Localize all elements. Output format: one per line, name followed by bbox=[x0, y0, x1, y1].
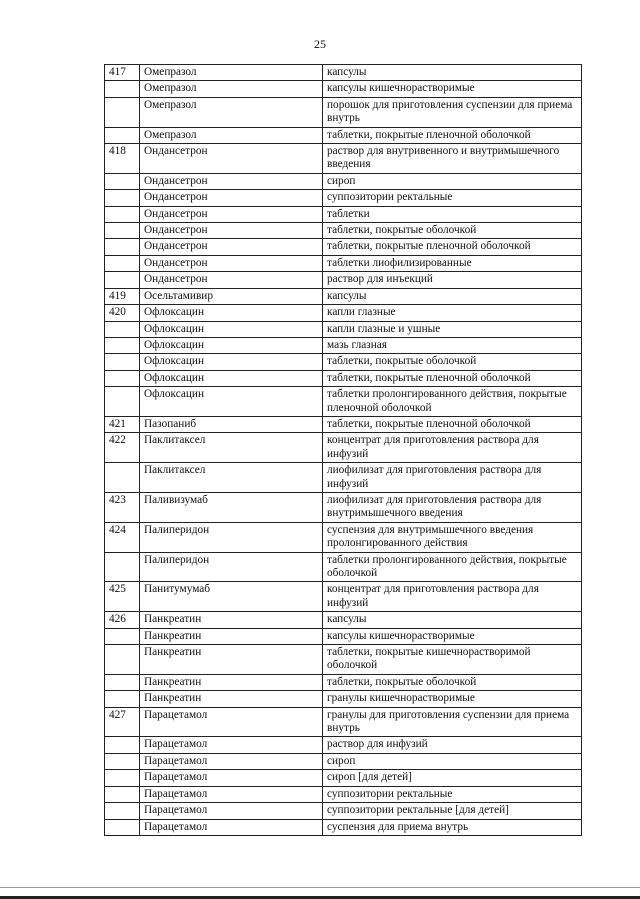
table-row bbox=[105, 370, 582, 386]
drug-name-cell: Панитумумаб bbox=[140, 582, 323, 612]
row-number-cell bbox=[105, 753, 140, 769]
dosage-form-cell: таблетки пролонгированного действия, покрытые оболочкой bbox=[323, 552, 582, 582]
table-row bbox=[105, 803, 582, 819]
row-number-cell: 422 bbox=[105, 433, 140, 463]
drug-name-cell: Офлоксацин bbox=[140, 354, 323, 370]
row-number-cell bbox=[105, 255, 140, 271]
row-number-cell: 426 bbox=[105, 612, 140, 628]
table-row bbox=[105, 628, 582, 644]
drug-name-cell: Ондансетрон bbox=[140, 239, 323, 255]
drug-name-cell: Осельтамивир bbox=[140, 288, 323, 304]
row-number-cell bbox=[105, 337, 140, 353]
table-row bbox=[105, 255, 582, 271]
row-number-cell: 425 bbox=[105, 582, 140, 612]
dosage-form-cell: таблетки, покрытые пленочной оболочкой bbox=[323, 370, 582, 386]
row-number-cell bbox=[105, 223, 140, 239]
dosage-form-cell: капсулы кишечнорастворимые bbox=[323, 628, 582, 644]
row-number-cell bbox=[105, 786, 140, 802]
table-row bbox=[105, 387, 582, 417]
row-number-cell bbox=[105, 803, 140, 819]
row-number-cell bbox=[105, 674, 140, 690]
dosage-form-cell: порошок для приготовления суспензии для приема внутрь bbox=[323, 97, 582, 127]
drug-name-cell: Офлоксацин bbox=[140, 370, 323, 386]
drug-name-cell: Парацетамол bbox=[140, 737, 323, 753]
row-number-cell: 417 bbox=[105, 65, 140, 81]
drug-name-cell: Офлоксацин bbox=[140, 337, 323, 353]
table-row bbox=[105, 305, 582, 321]
drug-table bbox=[104, 64, 582, 836]
drug-name-cell: Паклитаксел bbox=[140, 433, 323, 463]
drug-name-cell: Офлоксацин bbox=[140, 387, 323, 417]
row-number-cell: 423 bbox=[105, 492, 140, 522]
dosage-form-cell: таблетки лиофилизированные bbox=[323, 255, 582, 271]
drug-name-cell: Парацетамол bbox=[140, 770, 323, 786]
row-number-cell bbox=[105, 206, 140, 222]
drug-name-cell: Омепразол bbox=[140, 127, 323, 143]
dosage-form-cell: таблетки, покрытые пленочной оболочкой bbox=[323, 416, 582, 432]
table-row bbox=[105, 65, 582, 81]
row-number-cell bbox=[105, 321, 140, 337]
dosage-form-cell: капли глазные bbox=[323, 305, 582, 321]
table-row bbox=[105, 753, 582, 769]
dosage-form-cell: концентрат для приготовления раствора для инфузий bbox=[323, 433, 582, 463]
table-row bbox=[105, 81, 582, 97]
dosage-form-cell: таблетки, покрытые оболочкой bbox=[323, 674, 582, 690]
dosage-form-cell: суспензия для внутримышечного введения пролонгированного действия bbox=[323, 522, 582, 552]
row-number-cell bbox=[105, 387, 140, 417]
drug-name-cell: Парацетамол bbox=[140, 786, 323, 802]
table-row bbox=[105, 223, 582, 239]
drug-name-cell: Ондансетрон bbox=[140, 255, 323, 271]
drug-name-cell: Офлоксацин bbox=[140, 321, 323, 337]
table-row bbox=[105, 492, 582, 522]
table-row bbox=[105, 786, 582, 802]
row-number-cell bbox=[105, 691, 140, 707]
drug-name-cell: Офлоксацин bbox=[140, 305, 323, 321]
drug-name-cell: Ондансетрон bbox=[140, 272, 323, 288]
row-number-cell bbox=[105, 628, 140, 644]
page-number: 25 bbox=[314, 37, 326, 51]
row-number-cell: 419 bbox=[105, 288, 140, 304]
dosage-form-cell: сироп [для детей] bbox=[323, 770, 582, 786]
row-number-cell: 427 bbox=[105, 707, 140, 737]
dosage-form-cell: сироп bbox=[323, 753, 582, 769]
dosage-form-cell: таблетки, покрытые оболочкой bbox=[323, 354, 582, 370]
table-row bbox=[105, 433, 582, 463]
dosage-form-cell: суппозитории ректальные [для детей] bbox=[323, 803, 582, 819]
drug-name-cell: Парацетамол bbox=[140, 819, 323, 835]
row-number-cell bbox=[105, 173, 140, 189]
dosage-form-cell: гранулы кишечнорастворимые bbox=[323, 691, 582, 707]
dosage-form-cell: сироп bbox=[323, 173, 582, 189]
row-number-cell bbox=[105, 552, 140, 582]
drug-name-cell: Ондансетрон bbox=[140, 206, 323, 222]
table-row bbox=[105, 463, 582, 493]
dosage-form-cell: капсулы кишечнорастворимые bbox=[323, 81, 582, 97]
drug-name-cell: Ондансетрон bbox=[140, 173, 323, 189]
dosage-form-cell: раствор для инфузий bbox=[323, 737, 582, 753]
row-number-cell bbox=[105, 354, 140, 370]
drug-name-cell: Палиперидон bbox=[140, 522, 323, 552]
table-row bbox=[105, 416, 582, 432]
table-row bbox=[105, 691, 582, 707]
drug-name-cell: Ондансетрон bbox=[140, 190, 323, 206]
drug-name-cell: Пазопаниб bbox=[140, 416, 323, 432]
table-row bbox=[105, 206, 582, 222]
dosage-form-cell: таблетки bbox=[323, 206, 582, 222]
drug-name-cell: Омепразол bbox=[140, 65, 323, 81]
drug-name-cell: Парацетамол bbox=[140, 803, 323, 819]
table-row bbox=[105, 612, 582, 628]
drug-name-cell: Палиперидон bbox=[140, 552, 323, 582]
table-row bbox=[105, 337, 582, 353]
drug-name-cell: Панкреатин bbox=[140, 628, 323, 644]
dosage-form-cell: гранулы для приготовления суспензии для приема внутрь bbox=[323, 707, 582, 737]
dosage-form-cell: таблетки, покрытые пленочной оболочкой bbox=[323, 127, 582, 143]
drug-name-cell: Ондансетрон bbox=[140, 144, 323, 174]
dosage-form-cell: таблетки, покрытые кишечнорастворимой оболочкой bbox=[323, 645, 582, 675]
table-row bbox=[105, 127, 582, 143]
table-row bbox=[105, 522, 582, 552]
table-row bbox=[105, 288, 582, 304]
row-number-cell bbox=[105, 463, 140, 493]
drug-name-cell: Панкреатин bbox=[140, 645, 323, 675]
dosage-form-cell: лиофилизат для приготовления раствора для инфузий bbox=[323, 463, 582, 493]
table-row bbox=[105, 97, 582, 127]
table-row bbox=[105, 272, 582, 288]
drug-name-cell: Панкреатин bbox=[140, 612, 323, 628]
row-number-cell bbox=[105, 737, 140, 753]
row-number-cell bbox=[105, 370, 140, 386]
dosage-form-cell: концентрат для приготовления раствора для инфузий bbox=[323, 582, 582, 612]
row-number-cell bbox=[105, 190, 140, 206]
table-row bbox=[105, 173, 582, 189]
table-row bbox=[105, 819, 582, 835]
table-row bbox=[105, 144, 582, 174]
bottom-divider bbox=[0, 887, 640, 888]
table-row bbox=[105, 552, 582, 582]
row-number-cell: 421 bbox=[105, 416, 140, 432]
drug-name-cell: Паливизумаб bbox=[140, 492, 323, 522]
drug-name-cell: Омепразол bbox=[140, 81, 323, 97]
table-row bbox=[105, 770, 582, 786]
dosage-form-cell: суппозитории ректальные bbox=[323, 786, 582, 802]
row-number-cell bbox=[105, 81, 140, 97]
row-number-cell: 420 bbox=[105, 305, 140, 321]
table-row bbox=[105, 582, 582, 612]
row-number-cell bbox=[105, 770, 140, 786]
row-number-cell bbox=[105, 127, 140, 143]
drug-name-cell: Ондансетрон bbox=[140, 223, 323, 239]
table-row bbox=[105, 354, 582, 370]
dosage-form-cell: мазь глазная bbox=[323, 337, 582, 353]
drug-name-cell: Парацетамол bbox=[140, 707, 323, 737]
dosage-form-cell: таблетки, покрытые оболочкой bbox=[323, 223, 582, 239]
drug-name-cell: Панкреатин bbox=[140, 691, 323, 707]
row-number-cell bbox=[105, 239, 140, 255]
row-number-cell bbox=[105, 645, 140, 675]
drug-name-cell: Парацетамол bbox=[140, 753, 323, 769]
dosage-form-cell: суспензия для приема внутрь bbox=[323, 819, 582, 835]
table-row bbox=[105, 707, 582, 737]
drug-name-cell: Паклитаксел bbox=[140, 463, 323, 493]
row-number-cell bbox=[105, 97, 140, 127]
row-number-cell: 424 bbox=[105, 522, 140, 552]
drug-table-body bbox=[105, 65, 582, 836]
table-row bbox=[105, 645, 582, 675]
drug-name-cell: Панкреатин bbox=[140, 674, 323, 690]
table-row bbox=[105, 674, 582, 690]
table-row bbox=[105, 321, 582, 337]
drug-name-cell: Омепразол bbox=[140, 97, 323, 127]
row-number-cell: 418 bbox=[105, 144, 140, 174]
dosage-form-cell: таблетки, покрытые пленочной оболочкой bbox=[323, 239, 582, 255]
dosage-form-cell: раствор для инъекций bbox=[323, 272, 582, 288]
table-row bbox=[105, 239, 582, 255]
table-row bbox=[105, 737, 582, 753]
dosage-form-cell: суппозитории ректальные bbox=[323, 190, 582, 206]
dosage-form-cell: лиофилизат для приготовления раствора для внутримышечного введения bbox=[323, 492, 582, 522]
dosage-form-cell: раствор для внутривенного и внутримышечного введения bbox=[323, 144, 582, 174]
dosage-form-cell: таблетки пролонгированного действия, покрытые пленочной оболочкой bbox=[323, 387, 582, 417]
table-row bbox=[105, 190, 582, 206]
row-number-cell bbox=[105, 272, 140, 288]
dosage-form-cell: капли глазные и ушные bbox=[323, 321, 582, 337]
dosage-form-cell: капсулы bbox=[323, 288, 582, 304]
row-number-cell bbox=[105, 819, 140, 835]
dosage-form-cell: капсулы bbox=[323, 65, 582, 81]
dosage-form-cell: капсулы bbox=[323, 612, 582, 628]
